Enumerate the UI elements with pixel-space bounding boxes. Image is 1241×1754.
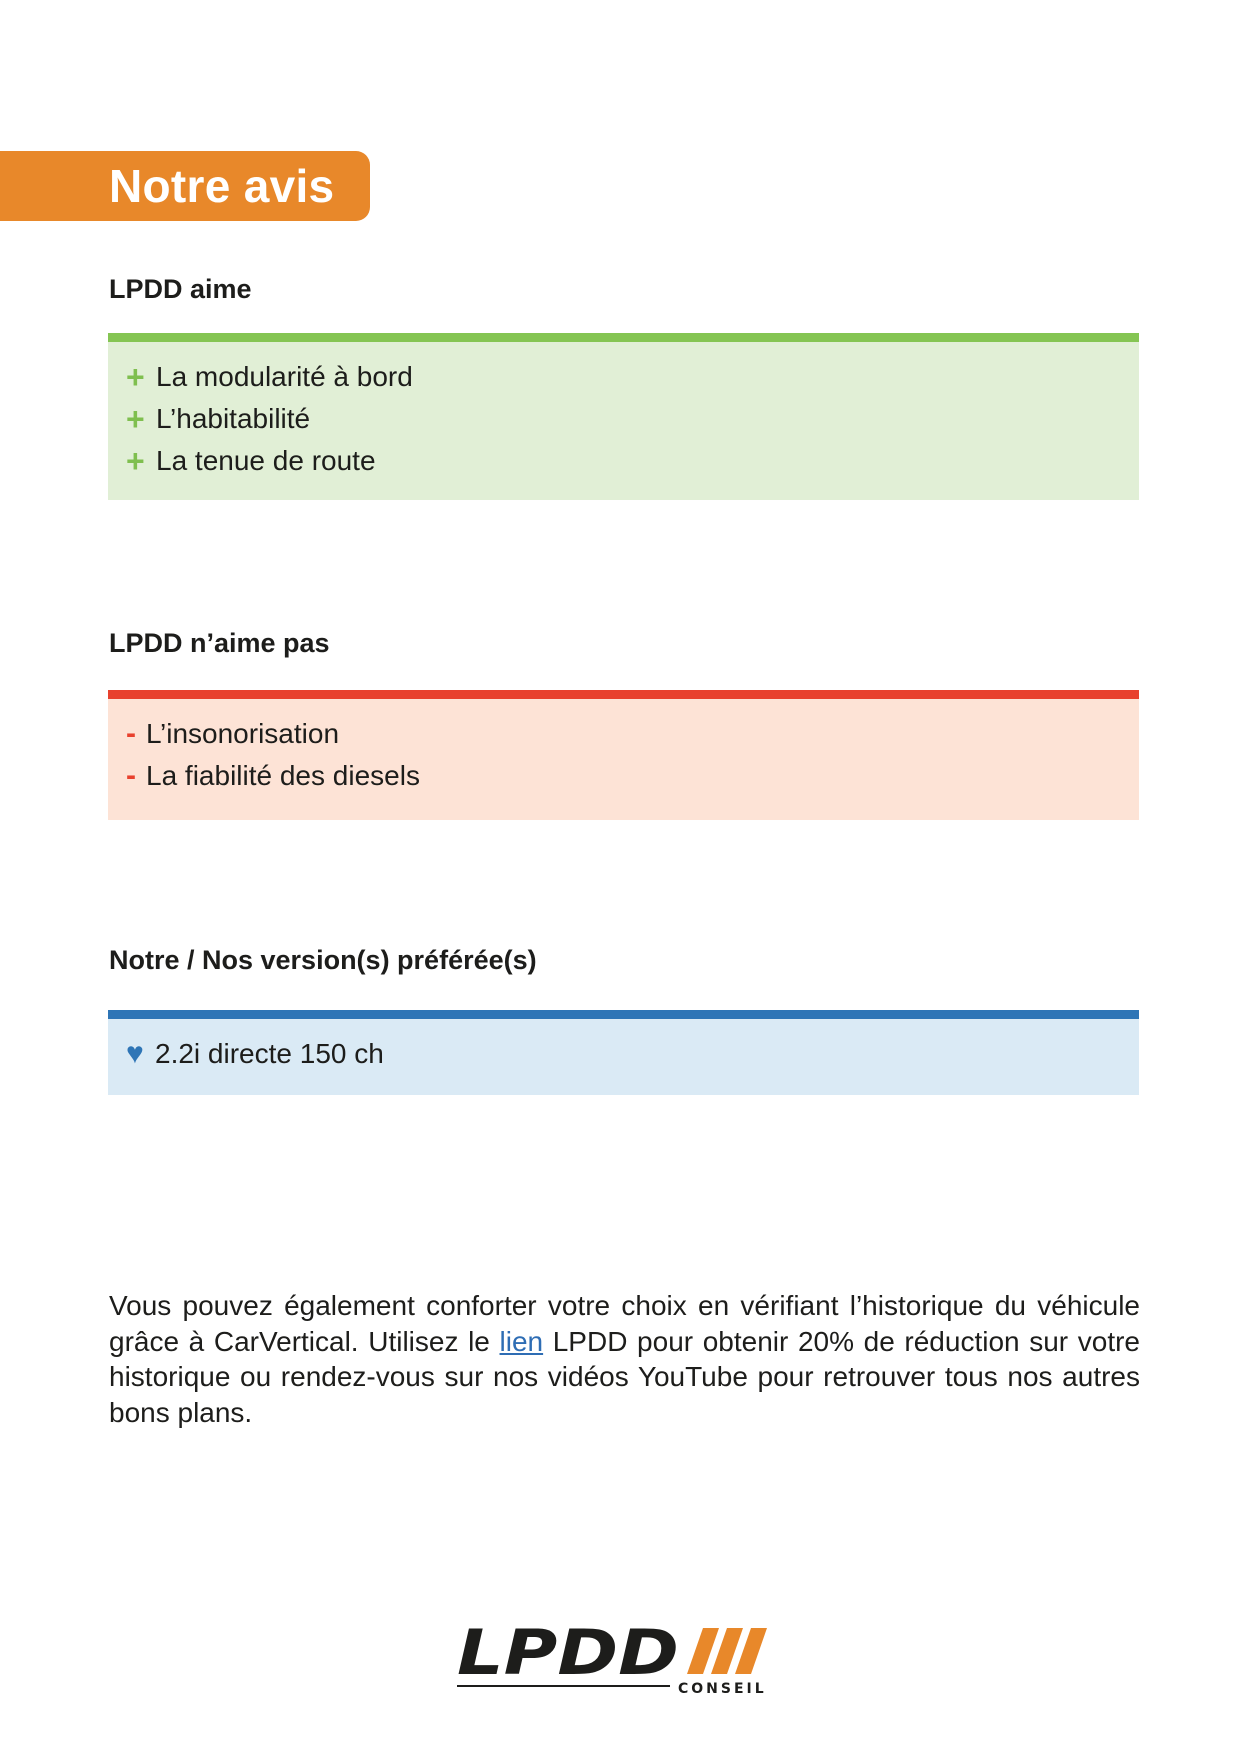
list-item <box>126 440 1139 482</box>
preferred-box <box>108 1010 1139 1095</box>
likes-accent-bar <box>108 333 1139 342</box>
preferred-accent-bar <box>108 1010 1139 1019</box>
section-title-tab <box>0 151 370 221</box>
list-item <box>126 398 1139 440</box>
carvertical-link[interactable]: lien <box>499 1325 544 1357</box>
plus-icon: + <box>126 443 145 479</box>
like-item-label: L’habitabilité <box>156 403 311 434</box>
minus-icon: - <box>126 717 136 750</box>
like-item-label: La modularité à bord <box>156 361 413 392</box>
logo-wordmark: LPDD <box>457 1620 679 1689</box>
dislike-item-label: La fiabilité des diesels <box>146 760 420 791</box>
logo-tagline: CONSEIL <box>678 1681 767 1697</box>
like-item-label: La tenue de route <box>156 445 376 476</box>
lpdd-conseil-logo <box>457 1620 797 1700</box>
dislikes-box <box>108 690 1139 820</box>
paragraph-text-start: Vous pouvez également conforter votre choix en vérifiant l’historique du véhicule grâce à CarVertical. Utilisez le <box>109 1290 1140 1357</box>
dislike-item-label: L’insonorisation <box>146 718 340 749</box>
list-item <box>126 713 1139 755</box>
carvertical-paragraph <box>109 1288 1140 1430</box>
preferred-heading: Notre / Nos version(s) préférée(s) <box>109 945 537 975</box>
likes-box <box>108 333 1139 500</box>
page-title: Notre avis <box>109 160 335 212</box>
dislikes-accent-bar <box>108 690 1139 699</box>
plus-icon: + <box>126 359 145 395</box>
minus-icon: - <box>126 759 136 792</box>
heart-icon: ♥ <box>126 1037 144 1070</box>
logo-stripes-icon <box>687 1628 767 1674</box>
list-item <box>126 356 1139 398</box>
list-item <box>126 1033 1139 1075</box>
paragraph-text-end: LPDD pour obtenir 20% de réduction sur votre historique ou rendez-vous sur nos vidéos YouTube pour retrouver tous nos autres bons plans. <box>109 1325 1141 1428</box>
dislikes-heading: LPDD n’aime pas <box>109 628 330 658</box>
plus-icon: + <box>126 401 145 437</box>
preferred-item-label: 2.2i directe 150 ch <box>155 1038 384 1069</box>
list-item <box>126 755 1139 797</box>
likes-heading: LPDD aime <box>109 274 252 304</box>
